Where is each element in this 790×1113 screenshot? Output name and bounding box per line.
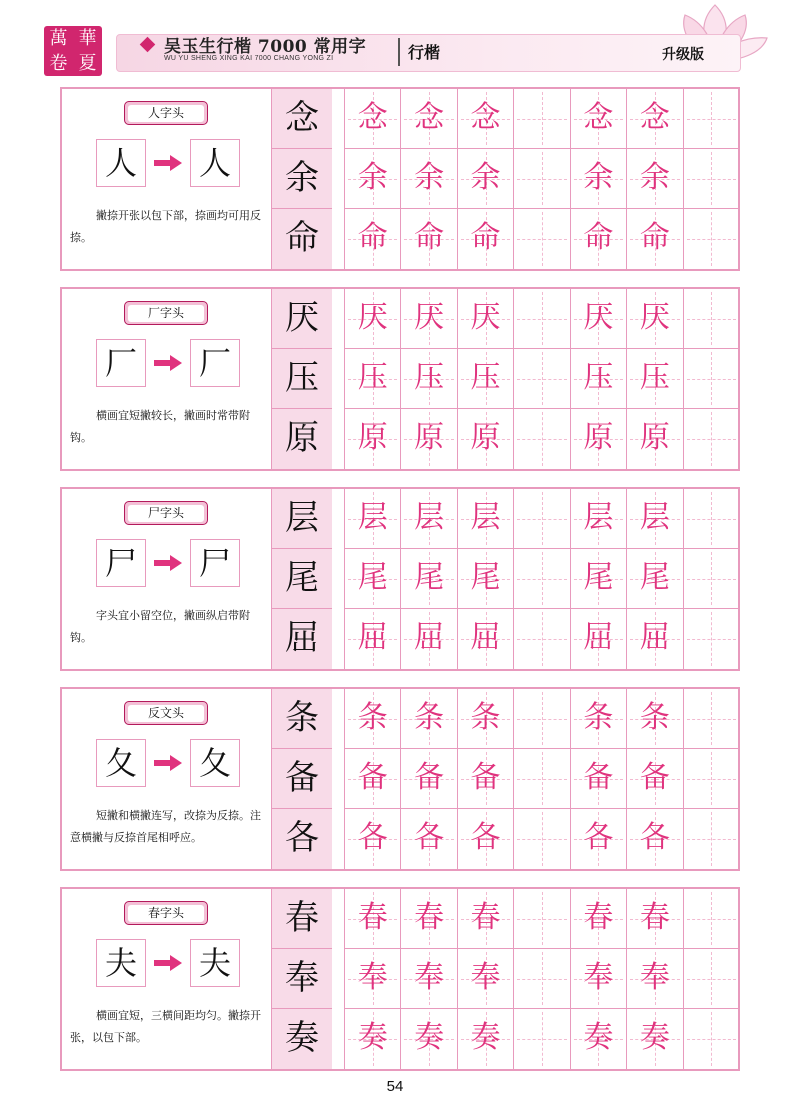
lesson-description: 横画宜短，三横间距均匀。撇捺开张，以包下部。 xyxy=(70,1009,261,1044)
trace-char-cell xyxy=(345,609,401,669)
lesson-info-panel xyxy=(62,289,272,469)
trace-char-cell xyxy=(571,749,627,808)
trace-char-cell xyxy=(345,689,401,748)
trace-char-cell xyxy=(401,549,457,608)
trace-char-cell xyxy=(345,89,401,148)
trace-char: 原 xyxy=(414,420,445,455)
model-char: 奏 xyxy=(285,1018,319,1058)
blank-practice-cell[interactable] xyxy=(684,749,740,808)
trace-char: 奉 xyxy=(414,960,445,995)
trace-char: 条 xyxy=(357,700,388,735)
trace-char: 奏 xyxy=(470,1020,501,1055)
blank-practice-cell[interactable] xyxy=(684,809,740,869)
radical-tag xyxy=(124,701,208,725)
trace-char-cell xyxy=(458,889,514,948)
demo-cursive-char: 尸 xyxy=(190,539,240,587)
trace-char-cell xyxy=(458,949,514,1008)
trace-char-cell xyxy=(345,949,401,1008)
blank-practice-cell[interactable] xyxy=(514,949,570,1008)
trace-char-cell xyxy=(627,949,683,1008)
trace-char-cell xyxy=(571,1009,627,1069)
trace-char-cell xyxy=(401,609,457,669)
lesson-description: 短撇和横撇连写，改捺为反捺。注意横撇与反捺首尾相呼应。 xyxy=(70,809,261,844)
trace-char-cell xyxy=(571,409,627,469)
trace-char-cell xyxy=(345,889,401,948)
blank-practice-cell[interactable] xyxy=(514,549,570,608)
trace-char-cell xyxy=(571,89,627,148)
trace-char: 春 xyxy=(583,900,614,935)
model-char: 各 xyxy=(285,818,319,858)
trace-char: 压 xyxy=(583,360,614,395)
trace-char: 奉 xyxy=(639,960,670,995)
trace-char-cell xyxy=(627,409,683,469)
trace-char-cell xyxy=(627,149,683,208)
trace-char: 厌 xyxy=(414,300,445,335)
trace-char: 奉 xyxy=(583,960,614,995)
model-char: 备 xyxy=(272,749,332,809)
trace-char-cell xyxy=(627,349,683,408)
trace-char-cell xyxy=(401,289,457,348)
practice-row xyxy=(344,749,740,809)
edition-label: 升级版 xyxy=(662,47,704,63)
trace-char: 念 xyxy=(414,100,445,135)
trace-char-cell xyxy=(627,689,683,748)
practice-row xyxy=(344,949,740,1009)
blank-practice-cell[interactable] xyxy=(684,209,740,269)
trace-char-cell xyxy=(345,289,401,348)
trace-char-cell xyxy=(571,809,627,869)
blank-practice-cell[interactable] xyxy=(684,689,740,748)
blank-practice-cell[interactable] xyxy=(514,809,570,869)
trace-char: 奏 xyxy=(414,1020,445,1055)
trace-char: 余 xyxy=(357,160,388,195)
model-char: 余 xyxy=(272,149,332,209)
demo-standard-char: 人 xyxy=(96,139,146,187)
trace-char: 余 xyxy=(639,160,670,195)
trace-char: 压 xyxy=(470,360,501,395)
blank-practice-cell[interactable] xyxy=(514,889,570,948)
trace-char-cell xyxy=(345,549,401,608)
practice-row xyxy=(344,1009,740,1069)
lesson-block xyxy=(60,487,740,671)
trace-char-cell xyxy=(571,609,627,669)
page-number: 54 xyxy=(386,1078,404,1095)
trace-char-cell xyxy=(345,749,401,808)
trace-char-cell xyxy=(458,689,514,748)
trace-char: 命 xyxy=(470,220,501,255)
trace-char: 各 xyxy=(639,820,670,855)
trace-char: 余 xyxy=(583,160,614,195)
trace-char-cell xyxy=(401,409,457,469)
trace-char: 奏 xyxy=(583,1020,614,1055)
radical-tag-label: 春字头 xyxy=(128,905,204,922)
radical-tag-label: 尸字头 xyxy=(128,505,204,522)
practice-row xyxy=(344,409,740,469)
blank-practice-cell[interactable] xyxy=(684,349,740,408)
blank-practice-cell[interactable] xyxy=(514,149,570,208)
arrow-right-icon xyxy=(154,555,182,571)
trace-char-cell xyxy=(401,889,457,948)
blank-practice-cell[interactable] xyxy=(514,349,570,408)
page-header xyxy=(0,0,790,90)
trace-char: 命 xyxy=(357,220,388,255)
trace-char: 压 xyxy=(414,360,445,395)
blank-practice-cell[interactable] xyxy=(514,89,570,148)
trace-char: 屈 xyxy=(639,620,670,655)
trace-char: 屈 xyxy=(583,620,614,655)
practice-row xyxy=(344,609,740,669)
lesson-description: 横画宜短撇较长，撇画时常带附钩。 xyxy=(70,409,250,444)
model-char-column xyxy=(272,689,332,869)
trace-char: 念 xyxy=(583,100,614,135)
trace-char: 命 xyxy=(414,220,445,255)
trace-char-cell xyxy=(401,349,457,408)
trace-char: 层 xyxy=(639,500,670,535)
trace-char: 尾 xyxy=(639,560,670,595)
trace-char: 条 xyxy=(470,700,501,735)
header-divider xyxy=(398,38,400,66)
trace-char-cell xyxy=(571,949,627,1008)
trace-char-cell xyxy=(627,489,683,548)
blank-practice-cell[interactable] xyxy=(684,609,740,669)
model-char: 厌 xyxy=(272,289,332,349)
trace-char-cell xyxy=(345,149,401,208)
model-char-column xyxy=(272,489,332,669)
practice-grid xyxy=(344,489,740,669)
radical-tag-label: 人字头 xyxy=(128,105,204,122)
trace-char-cell xyxy=(627,549,683,608)
trace-char-cell xyxy=(571,549,627,608)
trace-char-cell xyxy=(571,489,627,548)
model-char: 条 xyxy=(272,689,332,749)
trace-char-cell xyxy=(458,1009,514,1069)
trace-char-cell xyxy=(401,809,457,869)
model-char-column xyxy=(272,889,332,1069)
trace-char-cell xyxy=(458,809,514,869)
practice-row xyxy=(344,89,740,149)
demo-cursive-char: 夫 xyxy=(190,939,240,987)
trace-char: 命 xyxy=(639,220,670,255)
book-title: 吴玉生行楷 7000 常用字 xyxy=(164,37,367,57)
blank-practice-cell[interactable] xyxy=(514,489,570,548)
style-name: 行楷 xyxy=(408,43,441,62)
trace-char: 原 xyxy=(639,420,670,455)
blank-practice-cell[interactable] xyxy=(514,609,570,669)
trace-char: 原 xyxy=(470,420,501,455)
lesson-description: 撇捺开张以包下部，捺画均可用反捺。 xyxy=(70,209,261,244)
trace-char-cell xyxy=(345,489,401,548)
blank-practice-cell[interactable] xyxy=(514,1009,570,1069)
trace-char-cell xyxy=(345,1009,401,1069)
practice-row xyxy=(344,549,740,609)
trace-char-cell xyxy=(458,349,514,408)
lesson-block xyxy=(60,287,740,471)
practice-row xyxy=(344,289,740,349)
trace-char-cell xyxy=(401,489,457,548)
trace-char: 厌 xyxy=(583,300,614,335)
trace-char: 奏 xyxy=(357,1020,388,1055)
blank-practice-cell[interactable] xyxy=(514,689,570,748)
blank-practice-cell[interactable] xyxy=(684,949,740,1008)
practice-row xyxy=(344,889,740,949)
trace-char: 备 xyxy=(470,760,501,795)
practice-grid xyxy=(344,689,740,869)
blank-practice-cell[interactable] xyxy=(684,489,740,548)
trace-char-cell xyxy=(401,949,457,1008)
lesson-info-panel xyxy=(62,489,272,669)
trace-char: 层 xyxy=(357,500,388,535)
trace-char: 备 xyxy=(639,760,670,795)
trace-char-cell xyxy=(627,89,683,148)
trace-char: 春 xyxy=(357,900,388,935)
model-char: 屈 xyxy=(285,618,319,658)
lesson-info-panel xyxy=(62,89,272,269)
trace-char-cell xyxy=(345,809,401,869)
trace-char: 层 xyxy=(470,500,501,535)
book-subtitle: WU YU SHENG XING KAI 7000 CHANG YONG ZI xyxy=(164,55,334,62)
trace-char-cell xyxy=(458,149,514,208)
lesson-block xyxy=(60,887,740,1071)
trace-char: 屈 xyxy=(357,620,388,655)
arrow-right-icon xyxy=(154,755,182,771)
blank-practice-cell[interactable] xyxy=(514,289,570,348)
demo-standard-char: 夂 xyxy=(96,739,146,787)
trace-char: 余 xyxy=(470,160,501,195)
trace-char-cell xyxy=(458,749,514,808)
blank-practice-cell[interactable] xyxy=(684,89,740,148)
trace-char: 原 xyxy=(583,420,614,455)
arrow-right-icon xyxy=(154,955,182,971)
publisher-logo: 萬 華 卷 夏 xyxy=(44,26,102,76)
trace-char: 春 xyxy=(470,900,501,935)
demo-cursive-char: 夂 xyxy=(190,739,240,787)
trace-char: 奉 xyxy=(357,960,388,995)
trace-char-cell xyxy=(458,289,514,348)
trace-char-cell xyxy=(627,889,683,948)
trace-char-cell xyxy=(345,349,401,408)
trace-char: 条 xyxy=(639,700,670,735)
trace-char: 原 xyxy=(357,420,388,455)
demo-cursive-char: 厂 xyxy=(190,339,240,387)
blank-practice-cell[interactable] xyxy=(684,549,740,608)
radical-tag xyxy=(124,501,208,525)
trace-char-cell xyxy=(345,409,401,469)
practice-row xyxy=(344,809,740,869)
trace-char-cell xyxy=(627,809,683,869)
trace-char-cell xyxy=(571,349,627,408)
trace-char: 压 xyxy=(639,360,670,395)
model-char: 春 xyxy=(272,889,332,949)
demo-standard-char: 厂 xyxy=(96,339,146,387)
blank-practice-cell[interactable] xyxy=(684,289,740,348)
trace-char: 备 xyxy=(414,760,445,795)
trace-char-cell xyxy=(571,209,627,269)
trace-char: 各 xyxy=(414,820,445,855)
blank-practice-cell[interactable] xyxy=(684,889,740,948)
model-char: 压 xyxy=(272,349,332,409)
model-char: 尾 xyxy=(272,549,332,609)
trace-char: 条 xyxy=(583,700,614,735)
trace-char: 厌 xyxy=(470,300,501,335)
trace-char-cell xyxy=(571,289,627,348)
model-char: 层 xyxy=(272,489,332,549)
practice-row xyxy=(344,209,740,269)
trace-char-cell xyxy=(401,89,457,148)
radical-tag xyxy=(124,101,208,125)
model-char: 念 xyxy=(272,89,332,149)
arrow-right-icon xyxy=(154,155,182,171)
trace-char-cell xyxy=(458,409,514,469)
trace-char-cell xyxy=(571,689,627,748)
demo-standard-char: 夫 xyxy=(96,939,146,987)
trace-char-cell xyxy=(458,489,514,548)
trace-char: 尾 xyxy=(470,560,501,595)
trace-char-cell xyxy=(627,609,683,669)
radical-tag-label: 厂字头 xyxy=(128,305,204,322)
lesson-info-panel xyxy=(62,889,272,1069)
trace-char: 各 xyxy=(357,820,388,855)
practice-row xyxy=(344,149,740,209)
lesson-block xyxy=(60,87,740,271)
trace-char: 念 xyxy=(639,100,670,135)
trace-char: 尾 xyxy=(583,560,614,595)
trace-char-cell xyxy=(571,149,627,208)
trace-char: 命 xyxy=(583,220,614,255)
practice-grid xyxy=(344,889,740,1069)
trace-char: 各 xyxy=(470,820,501,855)
blank-practice-cell[interactable] xyxy=(684,1009,740,1069)
model-char: 奉 xyxy=(272,949,332,1009)
practice-row xyxy=(344,689,740,749)
trace-char-cell xyxy=(458,549,514,608)
trace-char: 层 xyxy=(583,500,614,535)
trace-char: 尾 xyxy=(414,560,445,595)
trace-char-cell xyxy=(458,609,514,669)
trace-char-cell xyxy=(627,289,683,348)
blank-practice-cell[interactable] xyxy=(514,209,570,269)
model-char-column xyxy=(272,289,332,469)
radical-tag-label: 反文头 xyxy=(128,705,204,722)
model-char-column xyxy=(272,89,332,269)
practice-grid xyxy=(344,289,740,469)
practice-grid xyxy=(344,89,740,269)
practice-row xyxy=(344,349,740,409)
trace-char: 厌 xyxy=(357,300,388,335)
blank-practice-cell[interactable] xyxy=(684,409,740,469)
trace-char: 春 xyxy=(639,900,670,935)
demo-standard-char: 尸 xyxy=(96,539,146,587)
practice-row xyxy=(344,489,740,549)
blank-practice-cell[interactable] xyxy=(684,149,740,208)
demo-cursive-char: 人 xyxy=(190,139,240,187)
blank-practice-cell[interactable] xyxy=(514,749,570,808)
trace-char-cell xyxy=(627,1009,683,1069)
trace-char: 厌 xyxy=(639,300,670,335)
arrow-right-icon xyxy=(154,355,182,371)
trace-char: 备 xyxy=(357,760,388,795)
radical-tag xyxy=(124,301,208,325)
trace-char: 余 xyxy=(414,160,445,195)
trace-char: 尾 xyxy=(357,560,388,595)
lesson-info-panel xyxy=(62,689,272,869)
trace-char: 奉 xyxy=(470,960,501,995)
radical-tag xyxy=(124,901,208,925)
trace-char: 条 xyxy=(414,700,445,735)
trace-char: 屈 xyxy=(470,620,501,655)
trace-char: 春 xyxy=(414,900,445,935)
trace-char-cell xyxy=(401,149,457,208)
trace-char-cell xyxy=(401,749,457,808)
trace-char: 念 xyxy=(357,100,388,135)
lesson-description: 字头宜小留空位，撇画纵启带附钩。 xyxy=(70,609,250,644)
trace-char-cell xyxy=(458,209,514,269)
trace-char-cell xyxy=(571,889,627,948)
model-char: 命 xyxy=(285,218,319,258)
trace-char: 各 xyxy=(583,820,614,855)
trace-char-cell xyxy=(401,209,457,269)
trace-char-cell xyxy=(627,749,683,808)
trace-char-cell xyxy=(458,89,514,148)
trace-char: 念 xyxy=(470,100,501,135)
trace-char: 层 xyxy=(414,500,445,535)
trace-char-cell xyxy=(345,209,401,269)
blank-practice-cell[interactable] xyxy=(514,409,570,469)
trace-char: 备 xyxy=(583,760,614,795)
trace-char: 奏 xyxy=(639,1020,670,1055)
trace-char-cell xyxy=(401,1009,457,1069)
trace-char: 压 xyxy=(357,360,388,395)
lesson-block xyxy=(60,687,740,871)
trace-char-cell xyxy=(401,689,457,748)
trace-char-cell xyxy=(627,209,683,269)
model-char: 原 xyxy=(285,418,319,458)
trace-char: 屈 xyxy=(414,620,445,655)
